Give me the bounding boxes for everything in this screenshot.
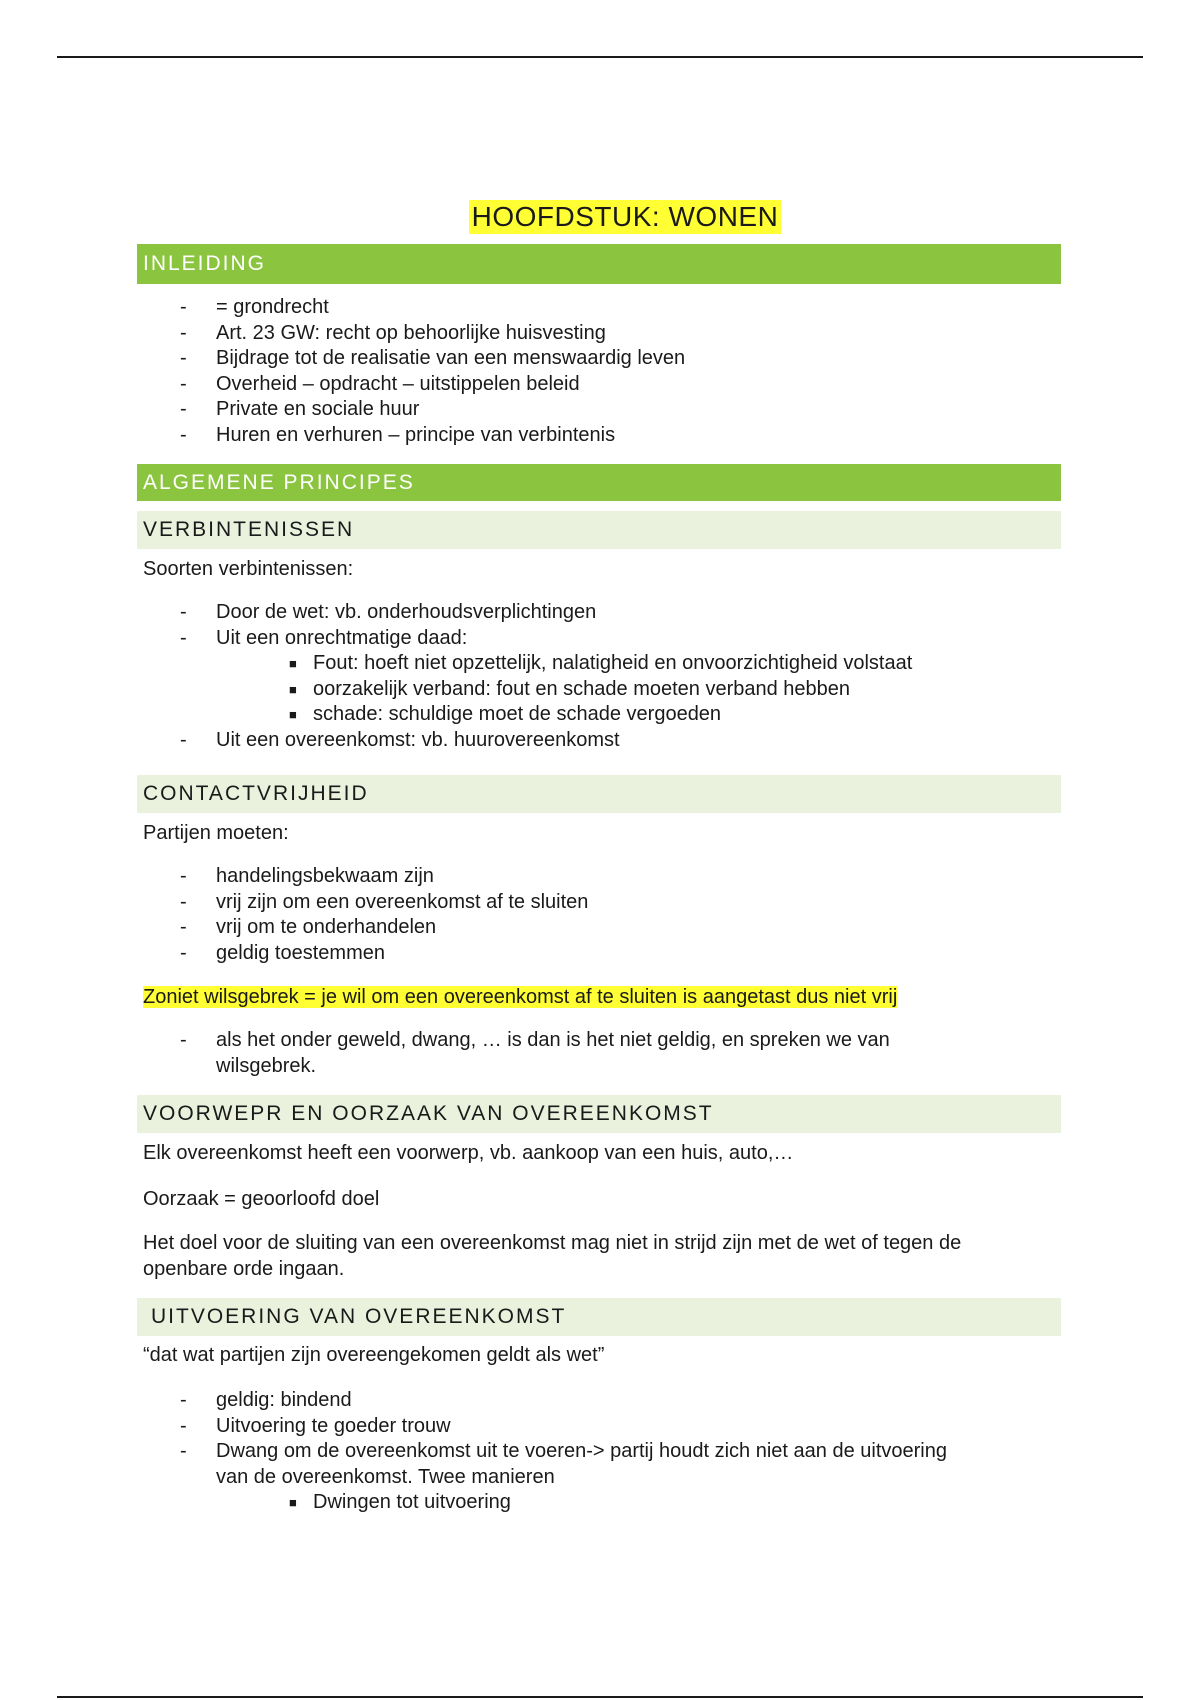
doel-paragraph: Het doel voor de sluiting van een overeenkomst mag niet in strijd zijn met de wet of tegen de openbare orde ingaan. [143, 1232, 962, 1280]
title-wrap [189, 200, 1061, 234]
list-item: - = grondrecht [180, 296, 329, 318]
list-item: - als het onder geweld, dwang, … is dan is het niet geldig, en spreken we van wilsgebrek. [180, 1029, 890, 1077]
contactvrijheid-list [137, 864, 1061, 966]
list-item: - Bijdrage tot de realisatie van een menswaardig leven [180, 347, 686, 369]
uitvoering-list [137, 1388, 1061, 1516]
list-item: - Art. 23 GW: recht op behoorlijke huisvesting [180, 321, 606, 344]
heading-voorwerp-oorzaak: VOORWEPR EN OORZAAK VAN OVEREENKOMST [137, 1095, 1061, 1133]
list-item: - Overheid – opdracht – uitstippelen beleid [180, 372, 580, 395]
verbintenissen-list [137, 600, 1061, 753]
page-title: HOOFDSTUK: WONEN [469, 200, 782, 234]
wilsgebrek-highlight: Zoniet wilsgebrek = je wil om een overeenkomst af te sluiten is aangetast dus niet vrij [143, 986, 898, 1008]
heading-inleiding: INLEIDING [137, 244, 1061, 284]
heading-contactvrijheid: CONTACTVRIJHEID [137, 775, 1061, 813]
sub-list-item: ■ schade: schuldige moet de schade vergoeden [289, 703, 722, 725]
sub-list-item: ■ oorzakelijk verband: fout en schade moeten verband hebben [289, 677, 851, 700]
list-item: - Door de wet: vb. onderhoudsverplichtingen [180, 601, 597, 623]
header-rule [57, 56, 1143, 58]
list-item: - Private en sociale huur [180, 398, 420, 420]
sub-list-item: ■ Dwingen tot uitvoering [289, 1491, 511, 1513]
contactvrijheid-intro: Partijen moeten: [143, 822, 289, 844]
list-item: - geldig toestemmen [180, 941, 385, 964]
heading-uitvoering: UITVOERING VAN OVEREENKOMST [137, 1298, 1061, 1336]
uitvoering-quote: “dat wat partijen zijn overeengekomen geldt als wet” [143, 1344, 605, 1366]
heading-algemene-principes: ALGEMENE PRINCIPES [137, 464, 1061, 501]
uitvoering-sublist [216, 1490, 1061, 1516]
list-item: - Uit een onrechtmatige daad: ■ Fout: hoeft niet opzettelijk, nalatigheid en onvoorzichtigheid volstaat ■ oorzakelijk verband: fout en schade moeten verband hebben ■ schade: schuldige moet de schade vergoeden [137, 626, 1061, 728]
list-item: - vrij om te onderhandelen [180, 916, 437, 938]
footer-rule [57, 1696, 1143, 1698]
list-item: - Uitvoering te goeder trouw [180, 1414, 451, 1437]
list-item: - handelingsbekwaam zijn [180, 865, 434, 887]
sub-list-item: ■ Fout: hoeft niet opzettelijk, nalatigheid en onvoorzichtigheid volstaat [289, 652, 913, 674]
wilsgebrek-list [137, 1028, 1061, 1079]
voorwerp-paragraph: Elk overeenkomst heeft een voorwerp, vb. aankoop van een huis, auto,… [143, 1142, 794, 1164]
inleiding-list [137, 295, 1061, 448]
list-item: - geldig: bindend [180, 1389, 352, 1411]
list-item: - vrij zijn om een overeenkomst af te sluiten [180, 890, 589, 913]
document-body [137, 200, 1061, 1516]
list-item: - Uit een overeenkomst: vb. huurovereenkomst [180, 728, 620, 751]
list-item: - Dwang om de overeenkomst uit te voeren-> partij houdt zich niet aan de uitvoering van de overeenkomst. Twee manieren ■ Dwingen tot uitvoering [137, 1439, 1061, 1516]
list-item: - Huren en verhuren – principe van verbintenis [180, 423, 616, 446]
heading-verbintenissen: VERBINTENISSEN [137, 511, 1061, 549]
onrechtmatige-daad-sublist [216, 651, 1061, 728]
oorzaak-paragraph: Oorzaak = geoorloofd doel [143, 1188, 380, 1210]
verbintenissen-intro: Soorten verbintenissen: [143, 558, 354, 580]
